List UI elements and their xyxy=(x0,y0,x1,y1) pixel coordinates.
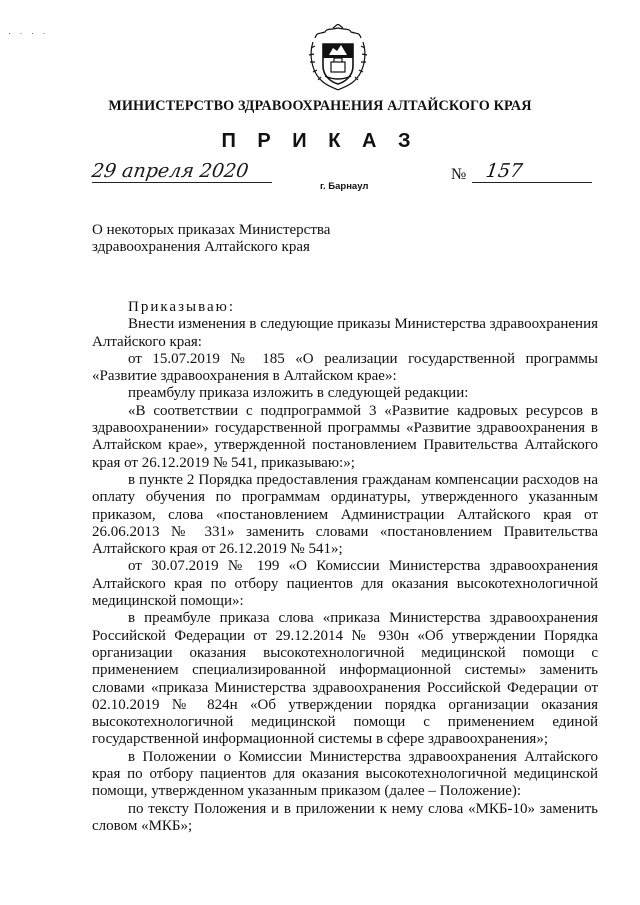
order-body xyxy=(92,299,598,835)
paragraph-5: в пункте 2 Порядка предоставления гражданам компенсации расходов на оплату обучения по программам ординатуры, утвержденного указанным приказом, слова «постановлением Администрации Алтайского края от 26.06.2013 № 331» заменить словами «постановлением Правительства Алтайского края от 26.12.2019 № 541»; xyxy=(92,471,598,558)
handwritten-date: 29 апреля 2020 xyxy=(90,160,250,182)
number-label: № xyxy=(451,166,467,183)
ministry-name: МИНИСТЕРСТВО ЗДРАВООХРАНЕНИЯ АЛТАЙСКОГО КРАЯ xyxy=(108,98,532,114)
handwritten-number: 157 xyxy=(484,160,524,182)
subject-line-2: здравоохранения Алтайского края xyxy=(92,239,310,255)
paragraph-6: от 30.07.2019 № 199 «О Комиссии Министерства здравоохранения Алтайского края по отбору пациентов для оказания высокотехнологичной медицинской помощи»: xyxy=(92,558,598,610)
paragraph-3: преамбулу приказа изложить в следующей редакции: xyxy=(128,385,469,402)
coat-of-arms-icon xyxy=(303,24,373,94)
document-type: П Р И К А З xyxy=(221,130,419,152)
paragraph-8: в Положении о Комиссии Министерства здравоохранения Алтайского края по отбору пациентов для оказания высокотехнологичной медицинской помощи, утвержденном указанным приказом (далее – Положение): xyxy=(92,748,598,800)
city-label: г. Барнаул xyxy=(320,181,369,192)
number-underline xyxy=(472,182,592,183)
date-underline xyxy=(92,182,272,183)
paragraph-2: от 15.07.2019 № 185 «О реализации государственной программы «Развитие здравоохранения в Алтайском крае»: xyxy=(92,350,598,385)
order-opening: Приказываю: xyxy=(128,299,235,315)
paragraph-7: в преамбуле приказа слова «приказа Министерства здравоохранения Российской Федерации от 29.12.2014 № 930н «Об утверждении Порядка организации оказания высокотехнологичной медицинской помощи с применением специализированной информационной системы» заменить словами «приказа Министерства здравоохранения Российской Федерации от 02.10.2019 № 824н «Об утверждении порядка организации оказания высокотехнологичной медицинской помощи с применением единой государственной информационной системы в сфере здравоохранения»; xyxy=(92,610,598,748)
paragraph-4: «В соответствии с подпрограммой 3 «Развитие кадровых ресурсов в здравоохранении» государственной программы «Развитие здравоохранения в Алтайском крае», утвержденной постановлением Правительства Алтайского края от 26.12.2019 № 541, приказываю:»; xyxy=(92,402,598,471)
subject-block xyxy=(92,222,330,256)
subject-line-1: О некоторых приказах Министерства xyxy=(92,222,331,238)
paragraph-9: по тексту Положения и в приложении к нему слова «МКБ-10» заменить словом «МКБ»; xyxy=(92,800,598,834)
paragraph-1: Внести изменения в следующие приказы Министерства здравоохранения Алтайского края: xyxy=(92,316,598,350)
scan-artifact: · · · · xyxy=(8,28,49,38)
